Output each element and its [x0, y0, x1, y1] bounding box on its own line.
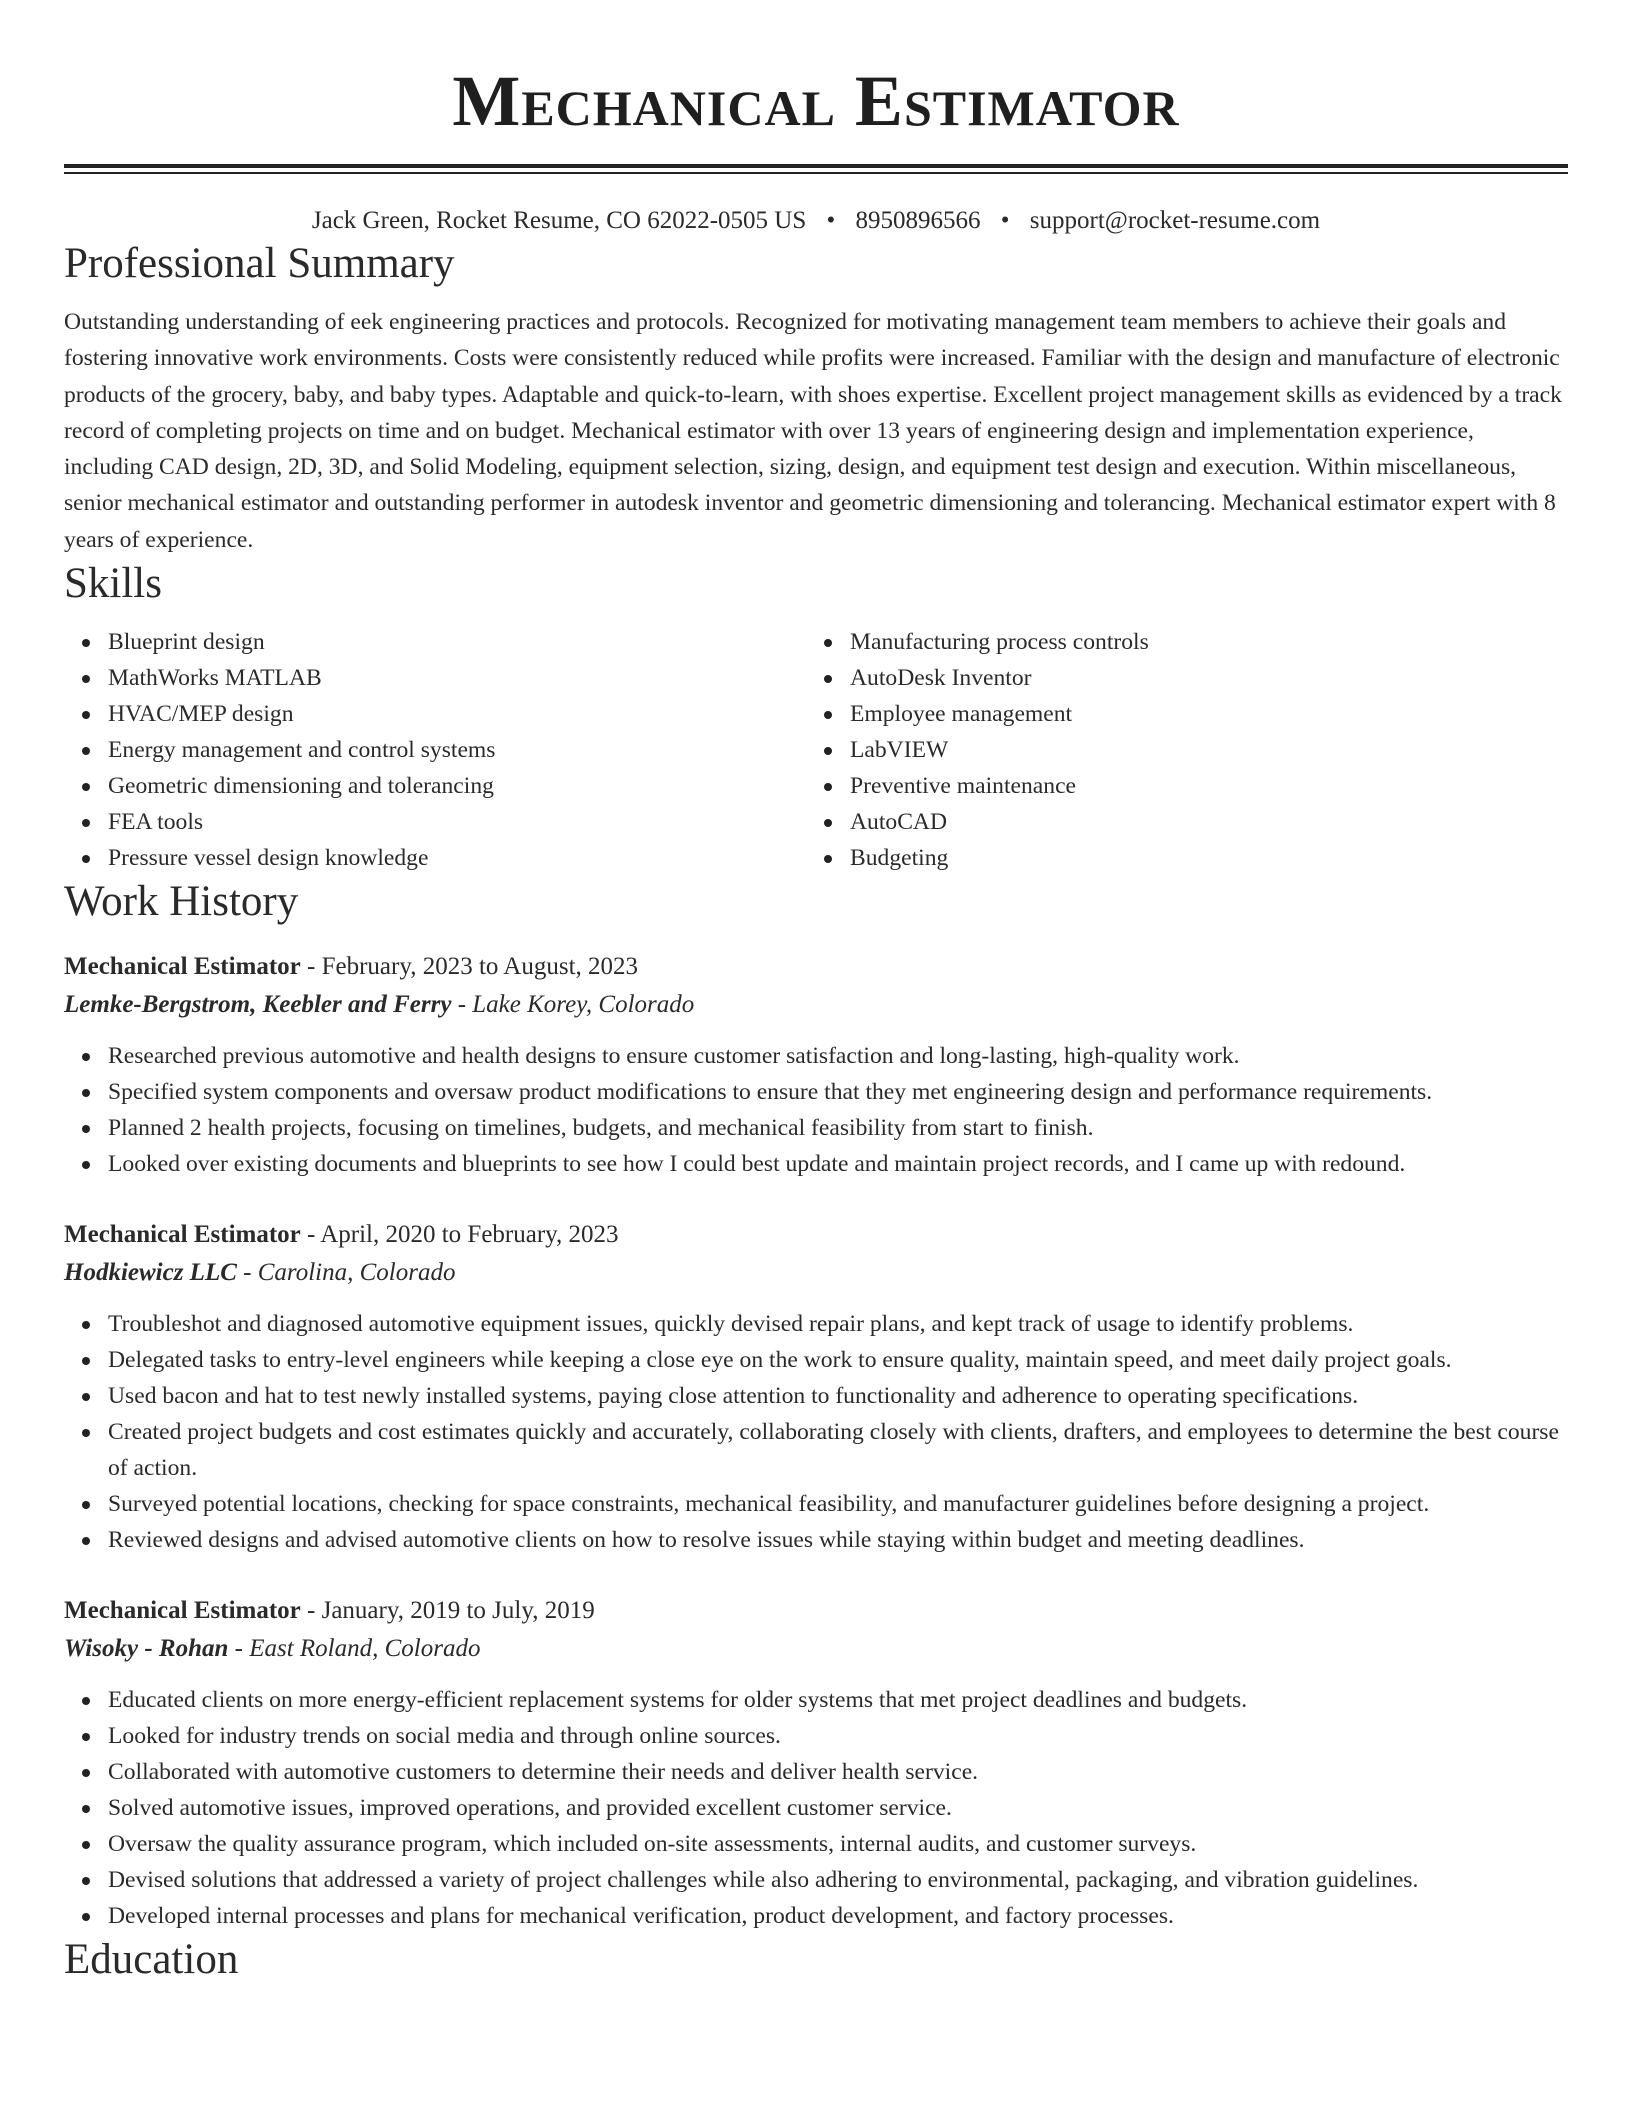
summary-text: Outstanding understanding of eek engineering practices and protocols. Recognized for motivating management team members to achieve their goals and fostering innovative work environments. Costs were consistently reduced while profits were increased. Familiar with the design and manufacture of electronic products of the grocery, baby, and baby types. Adaptable and quick-to-learn, with shoes expertise. Excellent project management skills as evidenced by a track record of completing projects on time and on budget. Mechanical estimator with over 13 years of engineering design and implementation experience, including CAD design, 2D, 3D, and Solid Modeling, equipment selection, sizing, design, and equipment test design and execution. Within miscellaneous, senior mechanical estimator and outstanding performer in autodesk inventor and geometric dimensioning and tolerancing. Mechanical estimator expert with 8 years of experience.: [64, 309, 1562, 553]
job-bullet: Educated clients on more energy-efficient replacement systems for older systems that met project deadlines and budgets.: [108, 1682, 1568, 1718]
job-company-line: [64, 1254, 1568, 1292]
skill-item: AutoCAD: [850, 804, 1548, 840]
job-entry: [64, 948, 1568, 1182]
job-bullet: Solved automotive issues, improved operations, and provided excellent customer service.: [108, 1790, 1568, 1826]
bullet-separator: •: [1000, 207, 1010, 234]
skills-columns: [64, 624, 1568, 876]
job-title-line: [64, 1592, 1568, 1630]
title-divider-thin: [64, 172, 1568, 174]
skill-item: Manufacturing process controls: [850, 624, 1548, 660]
job-bullets: [64, 1682, 1568, 1934]
skill-item: Preventive maintenance: [850, 768, 1548, 804]
contact-address: Jack Green, Rocket Resume, CO 62022-0505 US: [311, 207, 807, 234]
resume-title: Mechanical Estimator: [452, 61, 1180, 141]
skill-item: FEA tools: [108, 804, 806, 840]
work-history-heading: Work History: [64, 878, 299, 926]
job-location: - Lake Korey, Colorado: [451, 991, 695, 1019]
job-bullet: Looked for industry trends on social media and through online sources.: [108, 1718, 1568, 1754]
skill-item: Pressure vessel design knowledge: [108, 840, 806, 876]
job-bullet: Reviewed designs and advised automotive clients on how to resolve issues while staying within budget and meeting deadlines.: [108, 1522, 1568, 1558]
contact-line: [64, 204, 1568, 238]
skill-item: MathWorks MATLAB: [108, 660, 806, 696]
job-bullet: Surveyed potential locations, checking for space constraints, mechanical feasibility, and manufacturer guidelines before designing a project.: [108, 1486, 1568, 1522]
job-bullet: Planned 2 health projects, focusing on timelines, budgets, and mechanical feasibility from start to finish.: [108, 1110, 1568, 1146]
job-bullet: Specified system components and oversaw product modifications to ensure that they met engineering design and performance requirements.: [108, 1074, 1568, 1110]
skill-item: Geometric dimensioning and tolerancing: [108, 768, 806, 804]
job-bullets: [64, 1306, 1568, 1558]
job-title-line: [64, 948, 1568, 986]
job-title: Mechanical Estimator: [64, 1221, 301, 1249]
job-bullet: Looked over existing documents and blueprints to see how I could best update and maintain project records, and I came up with redound.: [108, 1146, 1568, 1182]
skills-list-right: [806, 624, 1548, 876]
job-entry: [64, 1216, 1568, 1558]
job-company-line: [64, 986, 1568, 1024]
job-company-line: [64, 1630, 1568, 1668]
job-company: Wisoky - Rohan: [64, 1635, 229, 1663]
skill-item: AutoDesk Inventor: [850, 660, 1548, 696]
job-title-line: [64, 1216, 1568, 1254]
job-bullet: Created project budgets and cost estimates quickly and accurately, collaborating closely with clients, drafters, and employees to determine the best course of action.: [108, 1414, 1568, 1486]
job-bullet: Collaborated with automotive customers to determine their needs and deliver health service.: [108, 1754, 1568, 1790]
job-bullet: Used bacon and hat to test newly installed systems, paying close attention to functionality and adherence to operating specifications.: [108, 1378, 1568, 1414]
job-bullet: Researched previous automotive and health designs to ensure customer satisfaction and long-lasting, high-quality work.: [108, 1038, 1568, 1074]
job-bullet: Devised solutions that addressed a variety of project challenges while also adhering to environmental, packaging, and vibration guidelines.: [108, 1862, 1568, 1898]
skills-heading: Skills: [64, 560, 162, 608]
bullet-separator: •: [826, 207, 836, 234]
job-title: Mechanical Estimator: [64, 953, 301, 981]
skill-item: Blueprint design: [108, 624, 806, 660]
skills-list-left: [64, 624, 806, 876]
job-bullet: Delegated tasks to entry-level engineers while keeping a close eye on the work to ensure quality, maintain speed, and meet daily project goals.: [108, 1342, 1568, 1378]
job-location: - East Roland, Colorado: [228, 1635, 481, 1663]
job-title: Mechanical Estimator: [64, 1597, 301, 1625]
job-entry: [64, 1592, 1568, 1934]
job-location: - Carolina, Colorado: [236, 1259, 456, 1287]
job-dates: - April, 2020 to February, 2023: [300, 1221, 619, 1249]
job-bullet: Developed internal processes and plans for mechanical verification, product development, and factory processes.: [108, 1898, 1568, 1934]
summary-heading: Professional Summary: [64, 240, 455, 287]
education-heading: Education: [64, 1936, 239, 1984]
skill-item: LabVIEW: [850, 732, 1548, 768]
skill-item: Employee management: [850, 696, 1548, 732]
job-dates: - January, 2019 to July, 2019: [300, 1597, 595, 1625]
job-bullet: Troubleshot and diagnosed automotive equipment issues, quickly devised repair plans, and kept track of usage to identify problems.: [108, 1306, 1568, 1342]
job-dates: - February, 2023 to August, 2023: [300, 953, 639, 981]
job-company: Lemke-Bergstrom, Keebler and Ferry: [64, 991, 452, 1019]
job-bullets: [64, 1038, 1568, 1182]
title-divider-thick: [64, 164, 1568, 168]
skill-item: Budgeting: [850, 840, 1548, 876]
skill-item: HVAC/MEP design: [108, 696, 806, 732]
contact-email: support@rocket-resume.com: [1029, 207, 1321, 234]
contact-phone: 8950896566: [855, 207, 981, 234]
job-company: Hodkiewicz LLC: [64, 1259, 237, 1287]
job-bullet: Oversaw the quality assurance program, which included on-site assessments, internal audits, and customer surveys.: [108, 1826, 1568, 1862]
skill-item: Energy management and control systems: [108, 732, 806, 768]
